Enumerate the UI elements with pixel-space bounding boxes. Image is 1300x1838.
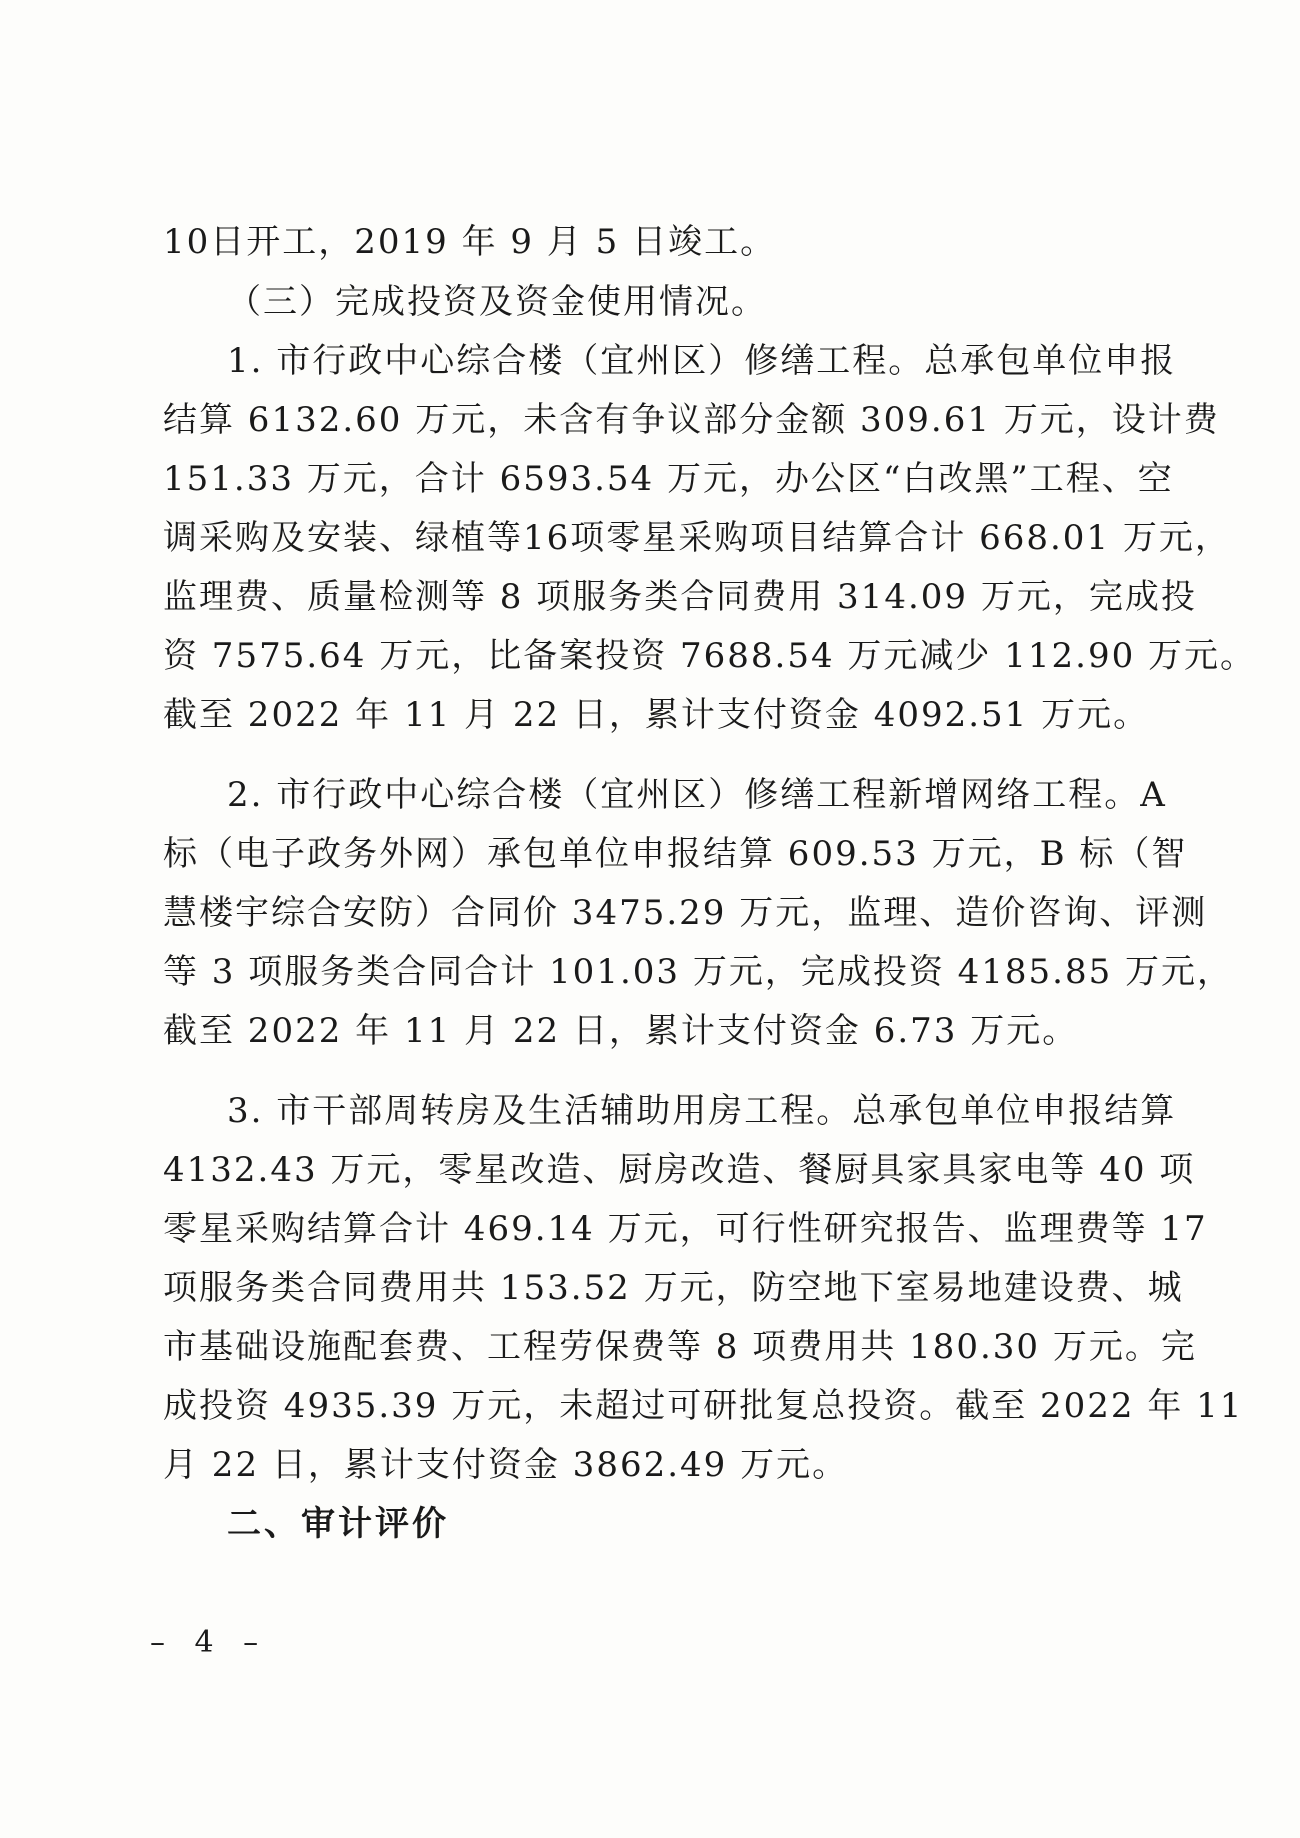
page-number: – 4 – [150,1625,269,1660]
section-heading: 二、审计评价 [227,1504,449,1544]
paragraph-2-line: 截至 2022 年 11 月 22 日，累计支付资金 6.73 万元。 [163,1011,1079,1051]
text-line: 10日开工，2019 年 9 月 5 日竣工。 [163,222,777,262]
paragraph-3-line: 项服务类合同费用共 153.52 万元，防空地下室易地建设费、城 [163,1268,1184,1308]
paragraph-1-line: 资 7575.64 万元，比备案投资 7688.54 万元减少 112.90 万元。 [163,636,1257,676]
paragraph-3-line: 零星采购结算合计 469.14 万元，可行性研究报告、监理费等 17 [163,1209,1208,1249]
paragraph-1-line: 1. 市行政中心综合楼（宜州区）修缮工程。总承包单位申报 [227,341,1177,381]
paragraph-2-line: 等 3 项服务类合同合计 101.03 万元，完成投资 4185.85 万元， [163,952,1234,992]
section-subheading: （三）完成投资及资金使用情况。 [227,282,767,322]
paragraph-1-line: 结算 6132.60 万元，未含有争议部分金额 309.61 万元，设计费 [163,400,1220,440]
paragraph-3-line: 4132.43 万元，零星改造、厨房改造、餐厨具家具家电等 40 项 [163,1150,1196,1190]
paragraph-3-line: 成投资 4935.39 万元，未超过可研批复总投资。截至 2022 年 11 [163,1386,1244,1426]
paragraph-1-line: 151.33 万元，合计 6593.54 万元，办公区“白改黑”工程、空 [163,459,1174,499]
paragraph-1-line: 监理费、质量检测等 8 项服务类合同费用 314.09 万元，完成投 [163,577,1197,617]
paragraph-3-line: 月 22 日，累计支付资金 3862.49 万元。 [163,1445,849,1485]
paragraph-2-line: 标（电子政务外网）承包单位申报结算 609.53 万元，B 标（智 [163,834,1188,874]
paragraph-1-line: 截至 2022 年 11 月 22 日，累计支付资金 4092.51 万元。 [163,695,1150,735]
paragraph-1-line: 调采购及安装、绿植等16项零星采购项目结算合计 668.01 万元， [163,518,1231,558]
paragraph-3-line: 市基础设施配套费、工程劳保费等 8 项费用共 180.30 万元。完 [163,1327,1197,1367]
paragraph-3-line: 3. 市干部周转房及生活辅助用房工程。总承包单位申报结算 [227,1091,1177,1131]
paragraph-2-line: 慧楼宇综合安防）合同价 3475.29 万元，监理、造价咨询、评测 [163,893,1208,933]
paragraph-2-line: 2. 市行政中心综合楼（宜州区）修缮工程新增网络工程。A [227,775,1167,815]
